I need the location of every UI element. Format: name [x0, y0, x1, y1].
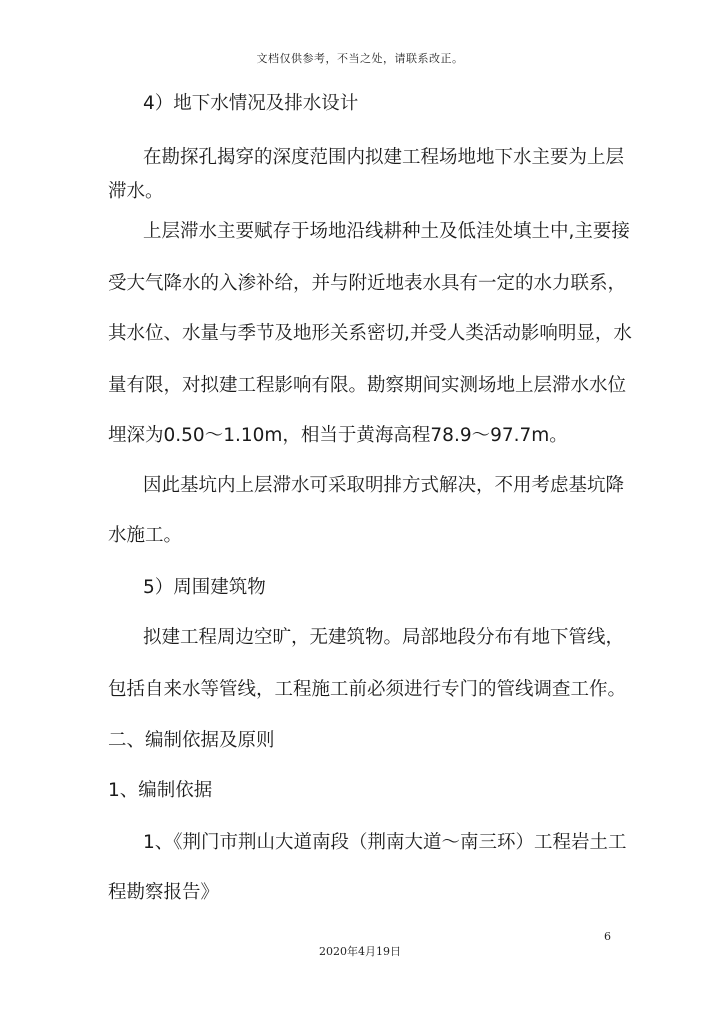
page-header: 文档仅供参考，不当之处，请联系改正。	[256, 52, 464, 65]
paragraph-line: 因此基坑内上层滞水可采取明排方式解决，不用考虑基坑降	[143, 475, 625, 496]
heading-buildings: 5）周围建筑物	[143, 577, 266, 598]
paragraph-line: 在勘探孔揭穿的深度范围内拟建工程场地地下水主要为上层	[143, 147, 625, 168]
reference-line: 1、《荆门市荆山大道南段（荆南大道～南三环）工程岩土工	[143, 832, 627, 853]
paragraph-line: 埋深为0.50～1.10m，相当于黄海高程78.9～97.7m。	[108, 425, 568, 446]
paragraph-line: 包括自来水等管线，工程施工前必须进行专门的管线调查工作。	[108, 679, 627, 700]
page-number: 6	[604, 930, 611, 943]
paragraph-line: 水施工。	[108, 525, 183, 546]
heading-groundwater: 4）地下水情况及排水设计	[143, 93, 359, 114]
paragraph-line: 拟建工程周边空旷，无建筑物。局部地段分布有地下管线，	[143, 627, 625, 648]
paragraph-line: 滞水。	[108, 181, 164, 202]
paragraph-line: 受大气降水的入渗补给，并与附近地表水具有一定的水力联系，	[108, 273, 627, 294]
paragraph-line: 上层滞水主要赋存于场地沿线耕种土及低洼处填土中,主要接	[143, 221, 630, 242]
paragraph-line: 量有限，对拟建工程影响有限。勘察期间实测场地上层滞水水位	[108, 375, 627, 396]
subsection-heading: 1、编制依据	[108, 780, 213, 801]
page-footer: 2020年4月19日	[319, 945, 401, 958]
section-heading: 二、编制依据及原则	[108, 730, 275, 751]
reference-line: 程勘察报告》	[108, 882, 220, 903]
paragraph-line: 其水位、水量与季节及地形关系密切,并受人类活动影响明显，水	[108, 323, 632, 344]
